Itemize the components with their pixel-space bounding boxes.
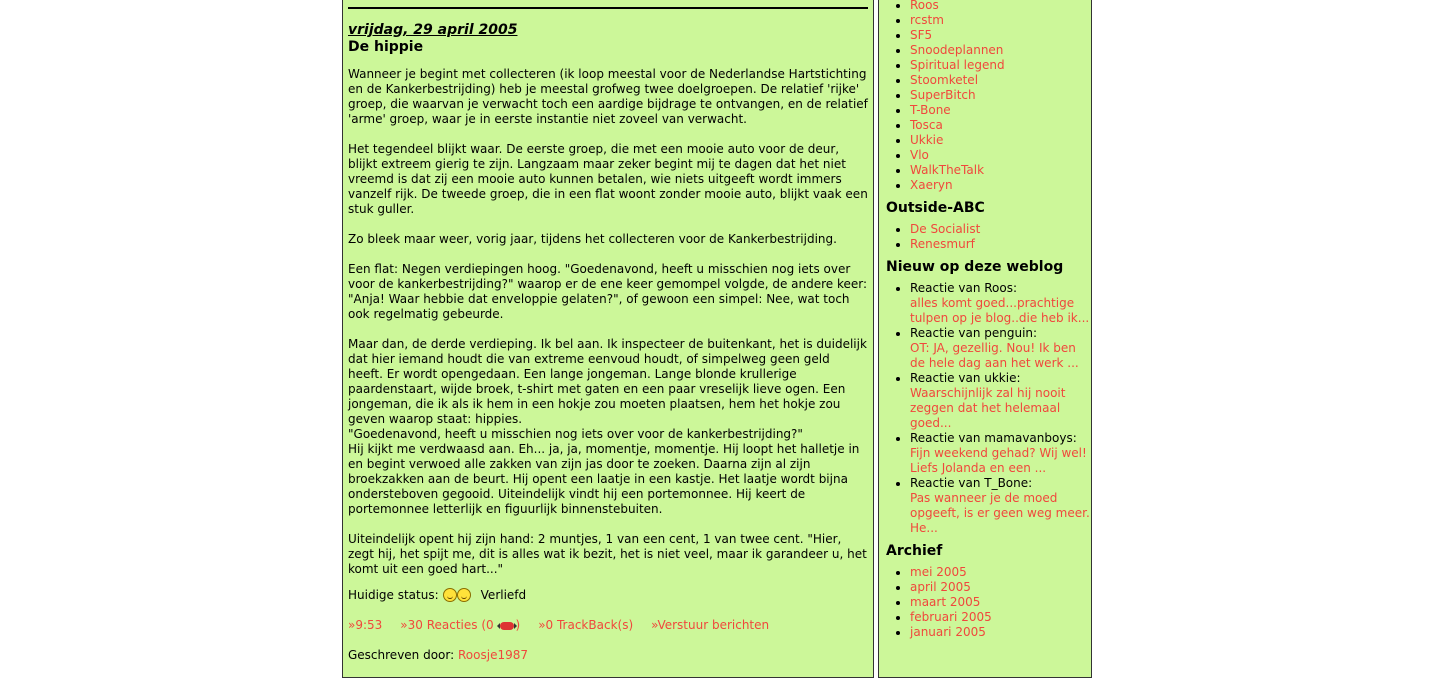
outside-link[interactable]: Renesmurf [910, 237, 975, 251]
status-value: Verliefd [480, 588, 527, 602]
list-item [910, 58, 1091, 73]
list-item [910, 103, 1091, 118]
list-item [910, 88, 1091, 103]
list-item [910, 43, 1091, 58]
blog-links-list [886, 0, 1091, 193]
sidebar [878, 0, 1092, 678]
blog-link[interactable]: SuperBitch [910, 88, 976, 102]
post-time-link[interactable]: »9:53 [348, 618, 383, 632]
list-item [910, 326, 1091, 371]
comments-link-close: ) [515, 618, 521, 632]
author-label: Geschreven door: [348, 648, 455, 662]
blog-link[interactable]: Roos [910, 0, 939, 12]
list-item [910, 565, 1091, 580]
list-item [910, 73, 1091, 88]
archive-link[interactable]: januari 2005 [910, 625, 986, 639]
blog-link[interactable]: Tosca [910, 118, 943, 132]
divider [348, 7, 868, 9]
list-item [910, 371, 1091, 431]
blog-link[interactable]: WalkTheTalk [910, 163, 985, 177]
list-item [910, 28, 1091, 43]
archive-link[interactable]: februari 2005 [910, 610, 992, 624]
list-item [910, 431, 1091, 476]
list-item [910, 118, 1091, 133]
smiley-icon [443, 587, 473, 603]
post-paragraph: Wanneer je begint met collecteren (ik loop meestal voor de Nederlandse Hartstichting en de Kankerbestrijding) heb je meestal grofweg twee doelgroepen. De relatief 'rijke' groep, die waarvan je verwacht toch een aardige bijdrage te ontvangen, en de relatief 'arme' groep, waar je in eerste instantie niet zoveel van verwacht. [348, 67, 868, 126]
blog-link[interactable]: Ukkie [910, 133, 944, 147]
new-on-weblog-heading: Nieuw op deze weblog [886, 259, 1064, 275]
reaction-link[interactable]: Fijn weekend gehad? Wij wel! Liefs Jolanda en een ... [910, 446, 1087, 475]
author-link[interactable]: Roosje1987 [458, 648, 528, 662]
reaction-author: Reactie van T_Bone: [910, 476, 1033, 490]
blog-link[interactable]: Snoodeplannen [910, 43, 1004, 57]
list-item [910, 0, 1091, 13]
blog-link[interactable]: Vlo [910, 148, 929, 162]
outside-links-list [886, 222, 1091, 252]
post-title: De hippie [348, 39, 424, 55]
archive-heading: Archief [886, 543, 943, 559]
post-links [348, 618, 868, 633]
reaction-author: Reactie van ukkie: [910, 371, 1021, 385]
main-column [342, 0, 874, 678]
recent-reactions-list [886, 281, 1091, 536]
reaction-author: Reactie van Roos: [910, 281, 1018, 295]
reaction-link[interactable]: Waarschijnlijk zal hij nooit zeggen dat het helemaal goed... [910, 386, 1066, 430]
list-item [910, 163, 1091, 178]
status-label: Huidige status: [348, 588, 439, 602]
reaction-author: Reactie van mamavanboys: [910, 431, 1077, 445]
archive-link[interactable]: maart 2005 [910, 595, 981, 609]
outside-link[interactable]: De Socialist [910, 222, 981, 236]
post-date: vrijdag, 29 april 2005 [348, 22, 518, 38]
reaction-link[interactable]: alles komt goed...prachtige tulpen op je blog..die heb ik... [910, 296, 1090, 325]
post-body [348, 67, 868, 577]
mood-status [348, 587, 868, 603]
post-paragraph: Een flat: Negen verdiepingen hoog. "Goedenavond, heeft u misschien nog iets over voor de kankerbestrijding?" waarop er de ene keer gemompel volgde, de andere keer: "Anja! Waar hebbie dat enveloppie gelaten?", of gewoon een simpel: Nee, wat toch ook regelmatig gebeurde. [348, 262, 868, 321]
list-item [910, 222, 1091, 237]
blog-link[interactable]: T-Bone [910, 103, 951, 117]
list-item [910, 148, 1091, 163]
reaction-author: Reactie van penguin: [910, 326, 1038, 340]
archive-link[interactable]: april 2005 [910, 580, 971, 594]
blog-link[interactable]: Spiritual legend [910, 58, 1005, 72]
list-item [910, 133, 1091, 148]
list-item [910, 476, 1091, 536]
list-item [910, 610, 1091, 625]
reaction-link[interactable]: OT: JA, gezellig. Nou! Ik ben de hele dag aan het werk ... [910, 341, 1079, 370]
trackback-link[interactable]: »0 TrackBack(s) [538, 618, 634, 632]
post-paragraph: Zo bleek maar weer, vorig jaar, tijdens het collecteren voor de Kankerbestrijding. [348, 232, 837, 246]
blog-link[interactable]: Stoomketel [910, 73, 979, 87]
post-paragraph: Maar dan, de derde verdieping. Ik bel aan. Ik inspecteer de buitenkant, het is duidelijk dat hier iemand houdt die van extreme eenvoud houdt, of simpelweg geen geld heeft. Er wordt opengedaan. Een lange jongeman. Lange blonde krullerige paardenstaart, wijde broek, t-shirt met gaten en een paar vreselijk lieve ogen. Een jongeman, die ik als ik hem in een hokje zou moeten plaatsen, hem het hokje zou geven waarop staat: hippies. "Goedenavond, heeft u misschien nog iets over voor de kankerbestrijding?" Hij kijkt me verdwaasd aan. Eh... ja, ja, momentje, momentje. Hij loopt het halletje in en begint verwoed alle zakken van zijn jas door te zoeken. Daarna zijn al zijn broekzakken aan de beurt. Hij opent een laatje in een kastje. Het laatje wordt bijna ondersteboven gegooid. Uiteindelijk vindt hij een portemonnee. Hij keert de portemonnee letterlijk en figuurlijk binnenstebuiten. [348, 337, 867, 516]
list-item [910, 281, 1091, 326]
comments-link[interactable] [400, 618, 520, 632]
outside-abc-heading: Outside-ABC [886, 200, 985, 216]
candy-icon [500, 622, 514, 630]
reaction-link[interactable]: Pas wanneer je de moed opgeeft, is er geen weg meer. He... [910, 491, 1090, 535]
author-line [348, 648, 868, 663]
blog-link[interactable]: Xaeryn [910, 178, 953, 192]
list-item [910, 595, 1091, 610]
list-item [910, 13, 1091, 28]
post-paragraph: Uiteindelijk opent hij zijn hand: 2 muntjes, 1 van een cent, 1 van twee cent. "Hier, zegt hij, het spijt me, dit is alles wat ik bezit, het is niet veel, maar ik garandeer u, het komt uit een goed hart..." [348, 532, 867, 576]
post-paragraph: Het tegendeel blijkt waar. De eerste groep, die met een mooie auto voor de deur, blijkt extreem gierig te zijn. Langzaam maar zeker begint mij te dagen dat het niet vreemd is dat zij een mooie auto kunnen betalen, wie niets uitgeeft wordt immers vanzelf rijk. De tweede groep, die in een flat woont zonder mooie auto, blijkt vaak een stuk guller. [348, 142, 868, 216]
list-item [910, 237, 1091, 252]
list-item [910, 625, 1091, 640]
list-item [910, 580, 1091, 595]
send-message-link[interactable]: »Verstuur berichten [651, 618, 770, 632]
archive-list [886, 565, 1091, 640]
archive-link[interactable]: mei 2005 [910, 565, 967, 579]
list-item [910, 178, 1091, 193]
blog-link[interactable]: SF5 [910, 28, 933, 42]
comments-link-label: »30 Reacties (0 [400, 618, 494, 632]
blog-link[interactable]: rcstm [910, 13, 944, 27]
